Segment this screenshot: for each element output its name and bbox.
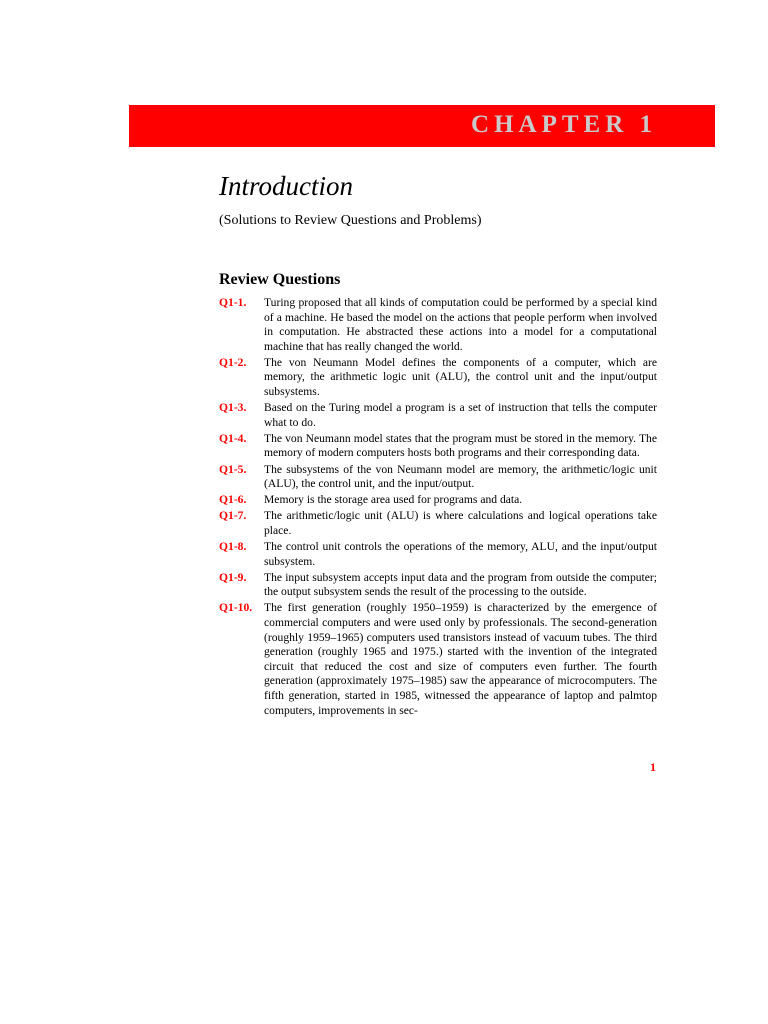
chapter-banner — [129, 105, 715, 147]
question-label: Q1-2. — [219, 355, 247, 369]
question-label: Q1-10. — [219, 601, 253, 615]
question-label: Q1-8. — [219, 540, 247, 553]
question-label: Q1-4. — [219, 431, 247, 445]
question-item — [219, 401, 657, 430]
question-label: Q1-6. — [219, 493, 247, 507]
question-answer: The arithmetic/logic unit (ALU) is where calculations and logical operations take place. — [264, 509, 657, 537]
question-answer: Memory is the storage area used for programs and data. — [264, 493, 523, 507]
question-answer: The subsystems of the von Neumann model are memory, the arithmetic/logic unit (ALU), the control unit, and the input/output. — [264, 462, 657, 491]
question-item — [219, 540, 657, 569]
section-heading: Review Questions — [219, 271, 341, 288]
question-item — [219, 432, 657, 461]
question-answer: The control unit controls the operations of the memory, ALU, and the input/output subsystem. — [264, 540, 657, 568]
question-answer: Based on the Turing model a program is a set of instruction that tells the computer what to do. — [264, 401, 657, 429]
page-content — [219, 170, 657, 720]
question-item — [219, 463, 657, 492]
question-label: Q1-9. — [219, 570, 247, 584]
review-questions-list — [219, 296, 657, 718]
question-answer: The input subsystem accepts input data and the program from outside the computer; the output subsystem sends the result of the processing to the outside. — [264, 570, 657, 599]
chapter-title: Introduction — [219, 171, 353, 201]
chapter-subtitle: (Solutions to Review Questions and Problems) — [219, 213, 482, 228]
question-item — [219, 296, 657, 354]
question-label: Q1-5. — [219, 462, 247, 476]
chapter-label: CHAPTER 1 — [471, 111, 657, 138]
page-number: 1 — [650, 760, 656, 774]
question-label: Q1-3. — [219, 401, 247, 415]
question-answer: The von Neumann Model defines the components of a computer, which are memory, the arithmetic logic unit (ALU), the control unit and the input/output subsystems. — [264, 355, 657, 399]
question-label: Q1-1. — [219, 296, 247, 309]
question-answer: The first generation (roughly 1950–1959) is characterized by the emergence of commercial computers and were used only by professionals. The second-generation (roughly 1959–1965) computers used transistors instead of vacuum tubes. The third generation (roughly 1965 and 1975.) started with the invention of the integrated circuit that reduced the cost and size of computers even further. The fourth generation (approximately 1975–1985) saw the appearance of microcomputers. The fifth generation, started in 1985, witnessed the appearance of laptop and palmtop computers, improvements in sec- — [264, 601, 657, 717]
question-answer: Turing proposed that all kinds of computation could be performed by a special kind of a machine. He based the model on the actions that people perform when involved in computation. He abstracted these actions into a model for a computational machine that has really changed the world. — [264, 296, 657, 353]
question-item — [219, 493, 657, 508]
question-item — [219, 356, 657, 400]
question-item — [219, 601, 657, 718]
question-item — [219, 509, 657, 538]
question-answer: The von Neumann model states that the program must be stored in the memory. The memory of modern computers hosts both programs and their corresponding data. — [264, 431, 657, 460]
question-item — [219, 571, 657, 600]
question-label: Q1-7. — [219, 509, 247, 523]
